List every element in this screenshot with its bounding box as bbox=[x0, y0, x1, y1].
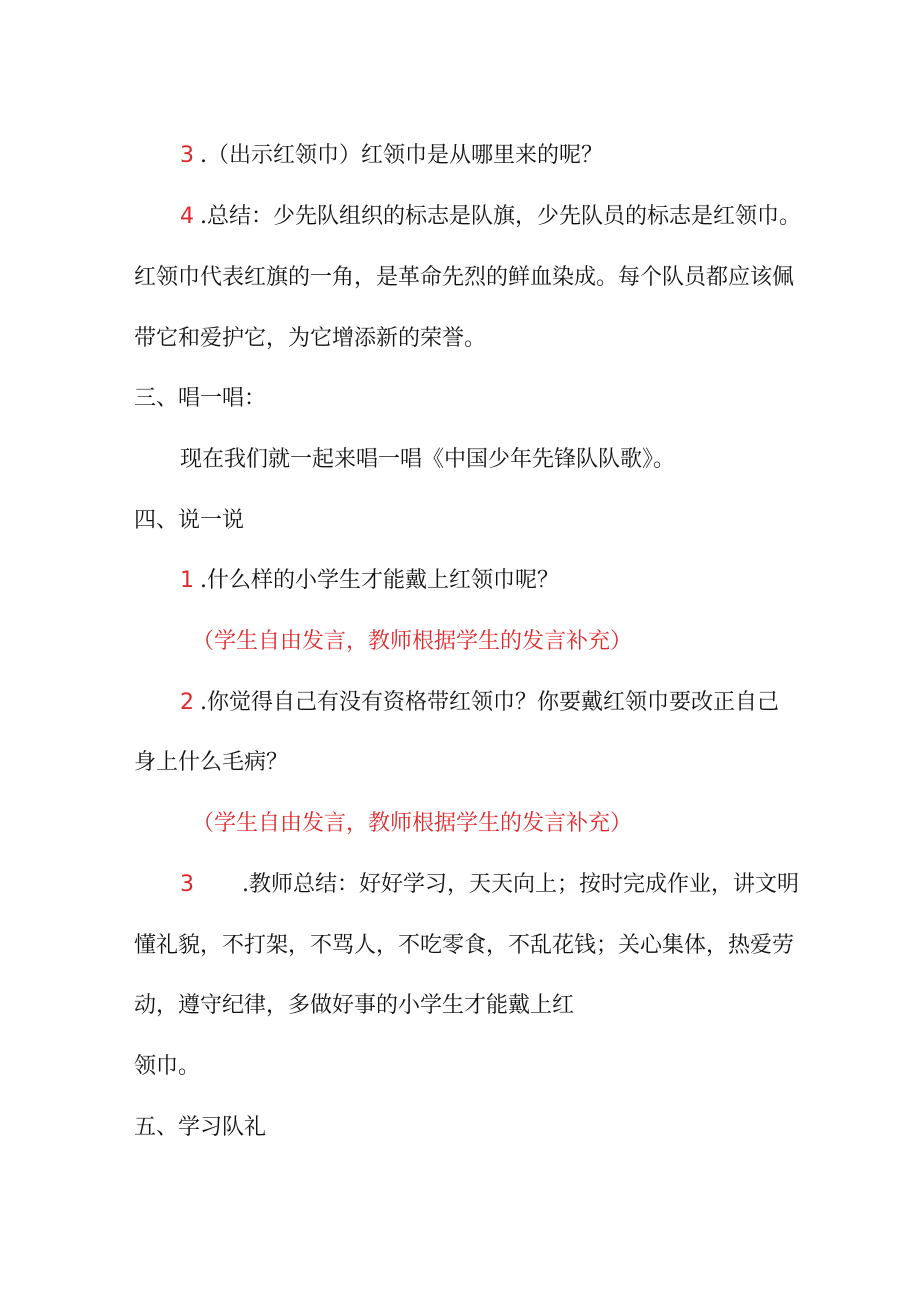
paragraph-4-line-1 bbox=[180, 202, 801, 232]
item-number: 3 bbox=[180, 872, 194, 897]
section-heading-sing: 三、唱一唱： bbox=[134, 386, 267, 411]
item-number: 4 bbox=[180, 204, 194, 229]
item-number: 3 bbox=[180, 143, 194, 168]
item-number: 1 bbox=[180, 568, 194, 593]
summary-line-2: 懂礼貌，不打架，不骂人，不吃零食，不乱花钱；关心集体，热爱劳 bbox=[134, 933, 795, 958]
question-2-line-1 bbox=[180, 688, 779, 718]
summary-line-3: 动，遵守纪律，多做好事的小学生才能戴上红 bbox=[134, 993, 575, 1018]
question-text: .你觉得自己有没有资格带红领巾？你要戴红领巾要改正自己 bbox=[200, 690, 779, 715]
teacher-note-1: （学生自由发言，教师根据学生的发言补充） bbox=[192, 629, 633, 654]
summary-text: .教师总结：好好学习，天天向上；按时完成作业，讲文明 bbox=[242, 872, 799, 897]
item-number: 2 bbox=[180, 690, 194, 715]
paragraph-sing: 现在我们就一起来唱一唱《中国少年先锋队队歌》。 bbox=[180, 447, 676, 472]
section-heading-salute: 五、学习队礼 bbox=[134, 1115, 267, 1140]
paragraph-3 bbox=[180, 141, 603, 171]
teacher-note-2: （学生自由发言，教师根据学生的发言补充） bbox=[192, 811, 633, 836]
section-heading-speak: 四、说一说 bbox=[134, 508, 245, 533]
question-2-line-2: 身上什么毛病？ bbox=[134, 750, 289, 775]
question-1 bbox=[180, 566, 559, 596]
summary-line-1 bbox=[180, 870, 799, 900]
paragraph-text: .总结：少先队组织的标志是队旗，少先队员的标志是红领巾。 bbox=[200, 204, 801, 229]
summary-line-4: 领巾。 bbox=[134, 1054, 201, 1079]
paragraph-4-line-3: 带它和爱护它，为它增添新的荣誉。 bbox=[134, 326, 487, 351]
paragraph-text: .（出示红领巾）红领巾是从哪里来的呢？ bbox=[200, 143, 603, 168]
question-text: .什么样的小学生才能戴上红领巾呢？ bbox=[200, 568, 559, 593]
paragraph-4-line-2: 红领巾代表红旗的一角，是革命先烈的鲜血染成。每个队员都应该佩 bbox=[134, 265, 795, 290]
